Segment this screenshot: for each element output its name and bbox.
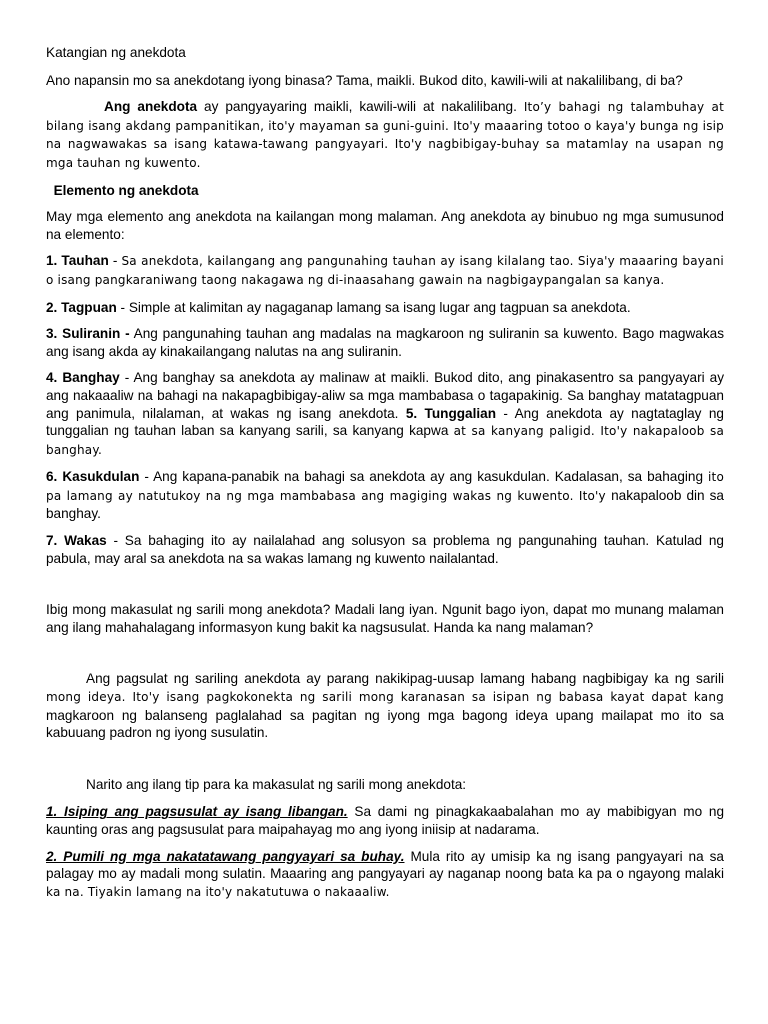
element-banghay: 4. Banghay - Ang banghay sa anekdota ay malinaw at maikli. Bukod dito, ang pinakasentro sa pangyayari ay ang nakaaaliw na bahagi na nakapagbibigay-aliw sa mga mambabasa o tagapakinig. Sa banghay matatagpuan ang panimula, nilalaman, at wakas ng isang anekdota. 5. Tunggalian - Ang anekdota ay nagtataglay ng tunggalian ng tauhan laban sa kanyang sarili, sa kanyang kapwa at sa kanyang paligid. Ito'y nakapaloob sa banghay. [46,370,724,457]
narito-paragraph: Narito ang ilang tip para ka makasulat ng sarili mong anekdota: [86,776,467,792]
element-tauhan: 1. Tauhan - Sa anekdota, kailangang ang pangunahing tauhan ay isang kilalang tao. Siya'y maaaring bayani o isang pangkaraniwang taong nakagawa ng di-inaasahang gawain na nagbigaypangalan sa kanya. [46,253,724,287]
element-wakas: 7. Wakas - Sa bahaging ito ay nailalahad ang solusyon sa problema ng pangunahing tauhan. Katulad ng pabula, may aral sa anekdota na sa wakas lamang ng kuwento nailalantad. [46,533,724,566]
pagsulat-paragraph: Ang pagsulat ng sariling anekdota ay parang nakikipag-uusap lamang habang nagbibigay ka ng sarili mong ideya. Ito'y isang pagkokonekta ng sarili mong karanasan sa isipan ng babasa kayat dapat kang magkaroon ng balanseng paglalahad sa pagitan ng iyong mga bagong ideya upang mailapat mo ito sa kabuuang padron ng iyong susulatin. [46,671,724,741]
tip-1-label: 1. Isiping ang pagsusulat ay isang libangan. [46,804,348,820]
intro-paragraph: Ano napansin mo sa anekdotang iyong binasa? Tama, maikli. Bukod dito, kawili-wili at nakalilibang, di ba? [46,72,683,88]
element-kasukdulan: 6. Kasukdulan - Ang kapana-panabik na bahagi sa anekdota ay ang kasukdulan. Kadalasan, sa bahaging ito pa lamang ay natutukoy na ng mga mambabasa ang magiging wakas ng kuwento. Ito'y nakapaloob din sa banghay. [46,469,724,522]
definition-term: Ang anekdota [104,99,198,115]
element-tagpuan: 2. Tagpuan - Simple at kalimitan ay nagaganap lamang sa isang lugar ang tagpuan sa anekdota. [46,299,631,315]
definition-paragraph: Ang anekdota ay pangyayaring maikli, kawili-wili at nakalilibang. Ito’y bahagi ng talambuhay at bilang isang akdang pampanitikan, ito'y mayaman sa guni-guini. Ito'y maaaring totoo o kaya'y bunga ng isip na nagwawakas sa isang katawa-tawang pangyayari. Ito'y nagbibigay-buhay sa matamlay na usapan ng mga tauhan ng kuwento. [46,99,724,170]
ibig-paragraph: Ibig mong makasulat ng sarili mong anekdota? Madali lang iyan. Ngunit bago iyon, dapat mo munang malaman ang ilang mahahalagang informasyon kung bakit ka nagsusulat. Handa ka nang malaman? [46,602,724,635]
elements-intro: May mga elemento ang anekdota na kailangan mong malaman. Ang anekdota ay binubuo ng mga sumusunod na elemento: [46,209,724,242]
tip-1: 1. Isiping ang pagsusulat ay isang libangan. Sa dami ng pinagkakaabalahan mo ay mabibigyan mo ng kaunting oras ang pagsusulat para maipahayag mo ang iyong iniisip at nadarama. [46,804,724,837]
tip-2-label: 2. Pumili ng mga nakatatawang pangyayari sa buhay. [46,848,405,864]
document-title: Katangian ng anekdota [46,45,186,60]
elements-heading: Elemento ng anekdota [53,182,199,198]
document-page [46,44,724,901]
tip-2: 2. Pumili ng mga nakatatawang pangyayari sa buhay. Mula rito ay umisip ka ng isang pangyayari na sa palagay mo ay madali mong sulatin. Maaaring ang pangyayari ay naganap noong bata ka pa o ngayong malaki ka na. Tiyakin lamang na ito'y nakatutuwa o nakaaaliw. [46,848,724,899]
element-suliranin: 3. Suliranin - Ang pangunahing tauhan ang madalas na magkaroon ng suliranin sa kuwento. Bago magwakas ang isang akda ay kinakailangang nalutas na ang suliranin. [46,326,724,359]
